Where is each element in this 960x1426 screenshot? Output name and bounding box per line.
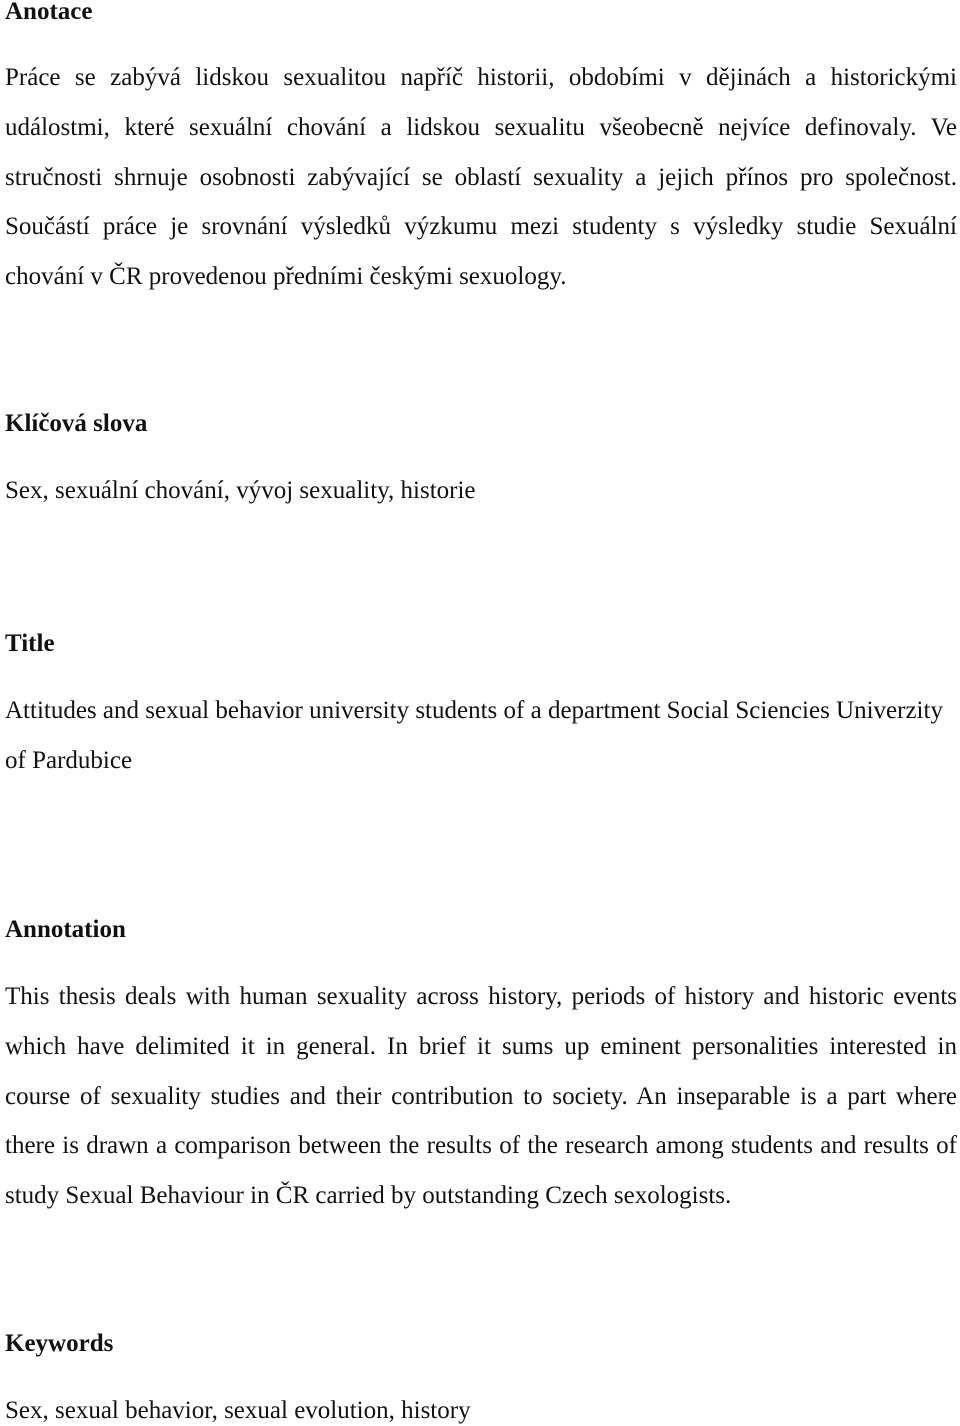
keywords-heading: Keywords (5, 1330, 114, 1357)
klicova-slova-text: Sex, sexuální chování, vývoj sexuality, historie (5, 477, 476, 504)
title-text: Attitudes and sexual behavior university students of a department Social Sciencies Univerzity of Pardubice (5, 697, 943, 774)
title-heading: Title (5, 630, 55, 657)
anotace-heading: Anotace (5, 0, 93, 25)
anotace-text: Práce se zabývá lidskou sexualitou napříč historii, obdobími v dějinách a historickými událostmi, které sexuální chování a lidskou sexualitu všeobecně nejvíce definovaly. Ve stručnosti shrnuje osobnosti zabývající se oblastí sexuality a jejich přínos pro společnost. Součástí práce je srovnání výsledků výzkumu mezi studenty s výsledky studie Sexuální chování v ČR provedenou předními českými sexuology. (5, 64, 957, 291)
annotation-heading: Annotation (5, 916, 126, 943)
keywords-text: Sex, sexual behavior, sexual evolution, history (5, 1397, 471, 1424)
annotation-text: This thesis deals with human sexuality across history, periods of history and historic events which have delimited it in general. In brief it sums up eminent personalities interested in course of sexuality studies and their contribution to society. An inseparable is a part where there is drawn a comparison between the results of the research among students and results of study Sexual Behaviour in ČR carried by outstanding Czech sexologists. (5, 983, 957, 1210)
klicova-slova-heading: Klíčová slova (5, 410, 148, 437)
